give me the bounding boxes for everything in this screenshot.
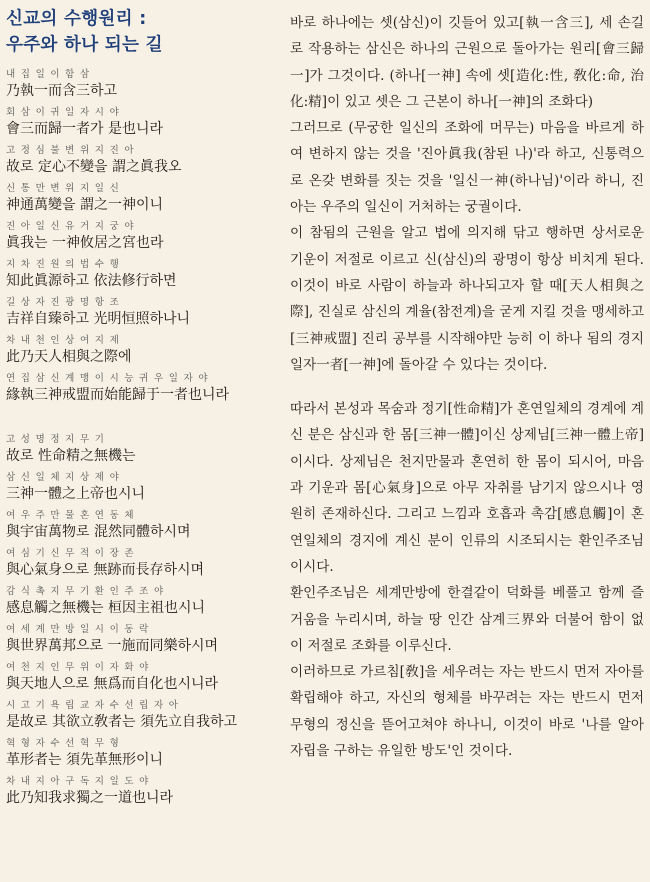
verse bbox=[6, 509, 286, 542]
verse bbox=[6, 258, 286, 291]
verse bbox=[6, 433, 286, 466]
title-line-1: 신교의 수행원리 : bbox=[6, 9, 147, 29]
verse-pronunciation: 혁 형 자 수 선 혁 무 형 bbox=[6, 738, 121, 749]
section-title bbox=[6, 6, 286, 58]
verse bbox=[6, 737, 286, 770]
translation-paragraph-4: 따라서 본성과 목숨과 정기[性命精]가 혼연일체의 경계에 계신 분은 삼신과 한 몸[三神一體]이신 상제님[三神一體上帝]이시다. 상제님은 천지만물과 혼연히 한 몸이 되시어, 마음과 기운과 몸[心氣身]으로 아무 자취를 남기지 않으시나 영원히 존재하신다. 그리고 느낌과 호흡과 촉감[感息觸]이 혼연일체의 경지에 계신 분이 인류의 시조되시는 환인주조님이시다. bbox=[290, 401, 644, 575]
verse-text: 與天地人으로 無爲而自化也시니라 bbox=[6, 676, 219, 692]
translation-paragraph-2: 그러므로 (무궁한 일신의 조화에 머무는) 마음을 바르게 하여 변하지 않는 것을 '진아眞我(참된 나)'라 하고, 신통력으로 온갖 변화를 짓는 것을 '일신一神(하나님)'이라 하니, 진아는 우주의 일신이 거처하는 궁궐이다. bbox=[290, 120, 644, 216]
translation-paragraph-6: 이러하므로 가르침[敎]을 세우려는 자는 반드시 먼저 자아를 확립해야 하고, 자신의 형체를 바꾸려는 자는 반드시 먼저 무형의 정신을 뜯어고쳐야 하나니, 이것이 바로 '나를 알아 자립을 구하는 유일한 방도'인 것이다. bbox=[290, 664, 644, 760]
verse bbox=[6, 372, 286, 405]
verse-text: 革形者는 須先革無形이니 bbox=[6, 752, 164, 768]
verse-text: 與心氣身으로 無跡而長存하시며 bbox=[6, 562, 205, 578]
verse-text: 與世界萬邦으로 一施而同樂하시며 bbox=[6, 638, 219, 654]
translation-paragraph-1: 바로 하나에는 셋(삼신)이 깃들어 있고[執一含三], 세 손길로 작용하는 삼신은 하나의 근원으로 돌아가는 원리[會三歸一]가 그것이다. (하나[一神] 속에 셋[造化:性, 敎化:命, 治化:精]이 있고 셋은 그 근본이 하나[一神]의 조화다) bbox=[290, 15, 644, 110]
verse-pronunciation: 삼 신 일 체 지 상 제 야 bbox=[6, 472, 121, 483]
verse-pronunciation: 지 차 진 원 의 법 수 행 bbox=[6, 259, 121, 270]
verse bbox=[6, 699, 286, 732]
verse-pronunciation: 고 성 명 정 지 무 기 bbox=[6, 434, 106, 445]
verse-pronunciation: 고 정 심 불 변 위 지 진 아 bbox=[6, 145, 135, 156]
verse bbox=[6, 220, 286, 253]
verse-text: 知此眞源하고 依法修行하면 bbox=[6, 273, 177, 289]
verse-pronunciation: 감 식 촉 지 무 기 환 인 주 조 야 bbox=[6, 586, 165, 597]
verse-text: 緣執三神戒盟而始能歸于一者也니라 bbox=[6, 387, 230, 403]
translation-paragraph-3: 이 참됨의 근원을 알고 법에 의지해 닦고 행하면 상서로운 기운이 저절로 이르고 신(삼신)의 광명이 항상 비치게 된다. 이것이 바로 사람이 하늘과 하나되고자 할 때[天人相與之際], 진실로 삼신의 계율(참전계)을 굳게 지킬 것을 맹세하고[三神戒盟] 진리 공부를 시작해야만 능히 이 하나 됨의 경지 일자一者[一神]에 돌아갈 수 있다는 것이다. bbox=[290, 225, 644, 373]
translation-column bbox=[290, 10, 644, 878]
verse-text: 感息觸之無機는 桓因主祖也시니 bbox=[6, 600, 206, 616]
verse-text: 此乃知我求獨之一道也니라 bbox=[6, 790, 174, 806]
verse-text: 此乃天人相與之際에 bbox=[6, 349, 132, 365]
verse-text: 與宇宙萬物로 混然同體하시며 bbox=[6, 524, 191, 540]
verse bbox=[6, 296, 286, 329]
verse-text: 乃執一而含三하고 bbox=[6, 83, 118, 99]
verse-pronunciation: 여 우 주 만 물 혼 연 동 체 bbox=[6, 510, 135, 521]
verse-text: 吉祥自臻하고 光明恒照하나니 bbox=[6, 311, 191, 327]
verse-text: 三神一體之上帝也시니 bbox=[6, 486, 146, 502]
original-text-column bbox=[6, 6, 286, 882]
verse-text: 會三而歸一者가 是也니라 bbox=[6, 121, 164, 137]
title-line-2: 우주와 하나 되는 길 bbox=[6, 35, 163, 55]
verse-pronunciation: 여 천 지 인 무 위 이 자 화 야 bbox=[6, 662, 150, 673]
verse-pronunciation: 회 삼 이 귀 일 자 시 야 bbox=[6, 107, 121, 118]
verse-pronunciation: 차 내 지 아 구 독 지 일 도 야 bbox=[6, 776, 150, 787]
verse-text: 神通萬變을 謂之一神이니 bbox=[6, 197, 164, 213]
verse bbox=[6, 334, 286, 367]
verse-pronunciation: 연 집 삼 신 계 맹 이 시 능 귀 우 일 자 야 bbox=[6, 373, 209, 384]
verse-pronunciation: 시 고 기 욕 립 교 자 수 선 립 자 아 bbox=[6, 700, 180, 711]
translation-paragraph-5: 환인주조님은 세계만방에 한결같이 덕화를 베풀고 함께 즐거움을 누리시며, 하늘 땅 인간 삼계三界와 더불어 함이 없이 저절로 조화를 이루신다. bbox=[290, 585, 644, 654]
verse-pronunciation: 길 상 자 진 광 명 항 조 bbox=[6, 297, 121, 308]
verse-text: 故로 定心不變을 謂之眞我오 bbox=[6, 159, 182, 175]
verse-pronunciation: 신 통 만 변 위 지 일 신 bbox=[6, 183, 121, 194]
verse-pronunciation: 여 심 기 신 무 적 이 장 존 bbox=[6, 548, 135, 559]
verse bbox=[6, 182, 286, 215]
verse bbox=[6, 775, 286, 808]
verse bbox=[6, 68, 286, 101]
verse-pronunciation: 여 세 계 만 방 일 시 이 동 락 bbox=[6, 624, 150, 635]
verse-list bbox=[6, 68, 286, 808]
verse-text: 是故로 其欲立敎者는 須先立自我하고 bbox=[6, 714, 237, 730]
verse-text: 故로 性命精之無機는 bbox=[6, 448, 136, 464]
verse bbox=[6, 547, 286, 580]
verse bbox=[6, 144, 286, 177]
verse bbox=[6, 623, 286, 656]
verse-pronunciation: 내 집 일 이 함 삼 bbox=[6, 69, 91, 80]
verse bbox=[6, 471, 286, 504]
verse-pronunciation: 차 내 천 인 상 여 지 제 bbox=[6, 335, 121, 346]
verse bbox=[6, 585, 286, 618]
verse-text: 眞我는 一神攸居之宮也라 bbox=[6, 235, 164, 251]
verse-pronunciation: 진 아 일 신 유 거 지 궁 야 bbox=[6, 221, 135, 232]
verse bbox=[6, 661, 286, 694]
verse bbox=[6, 106, 286, 139]
